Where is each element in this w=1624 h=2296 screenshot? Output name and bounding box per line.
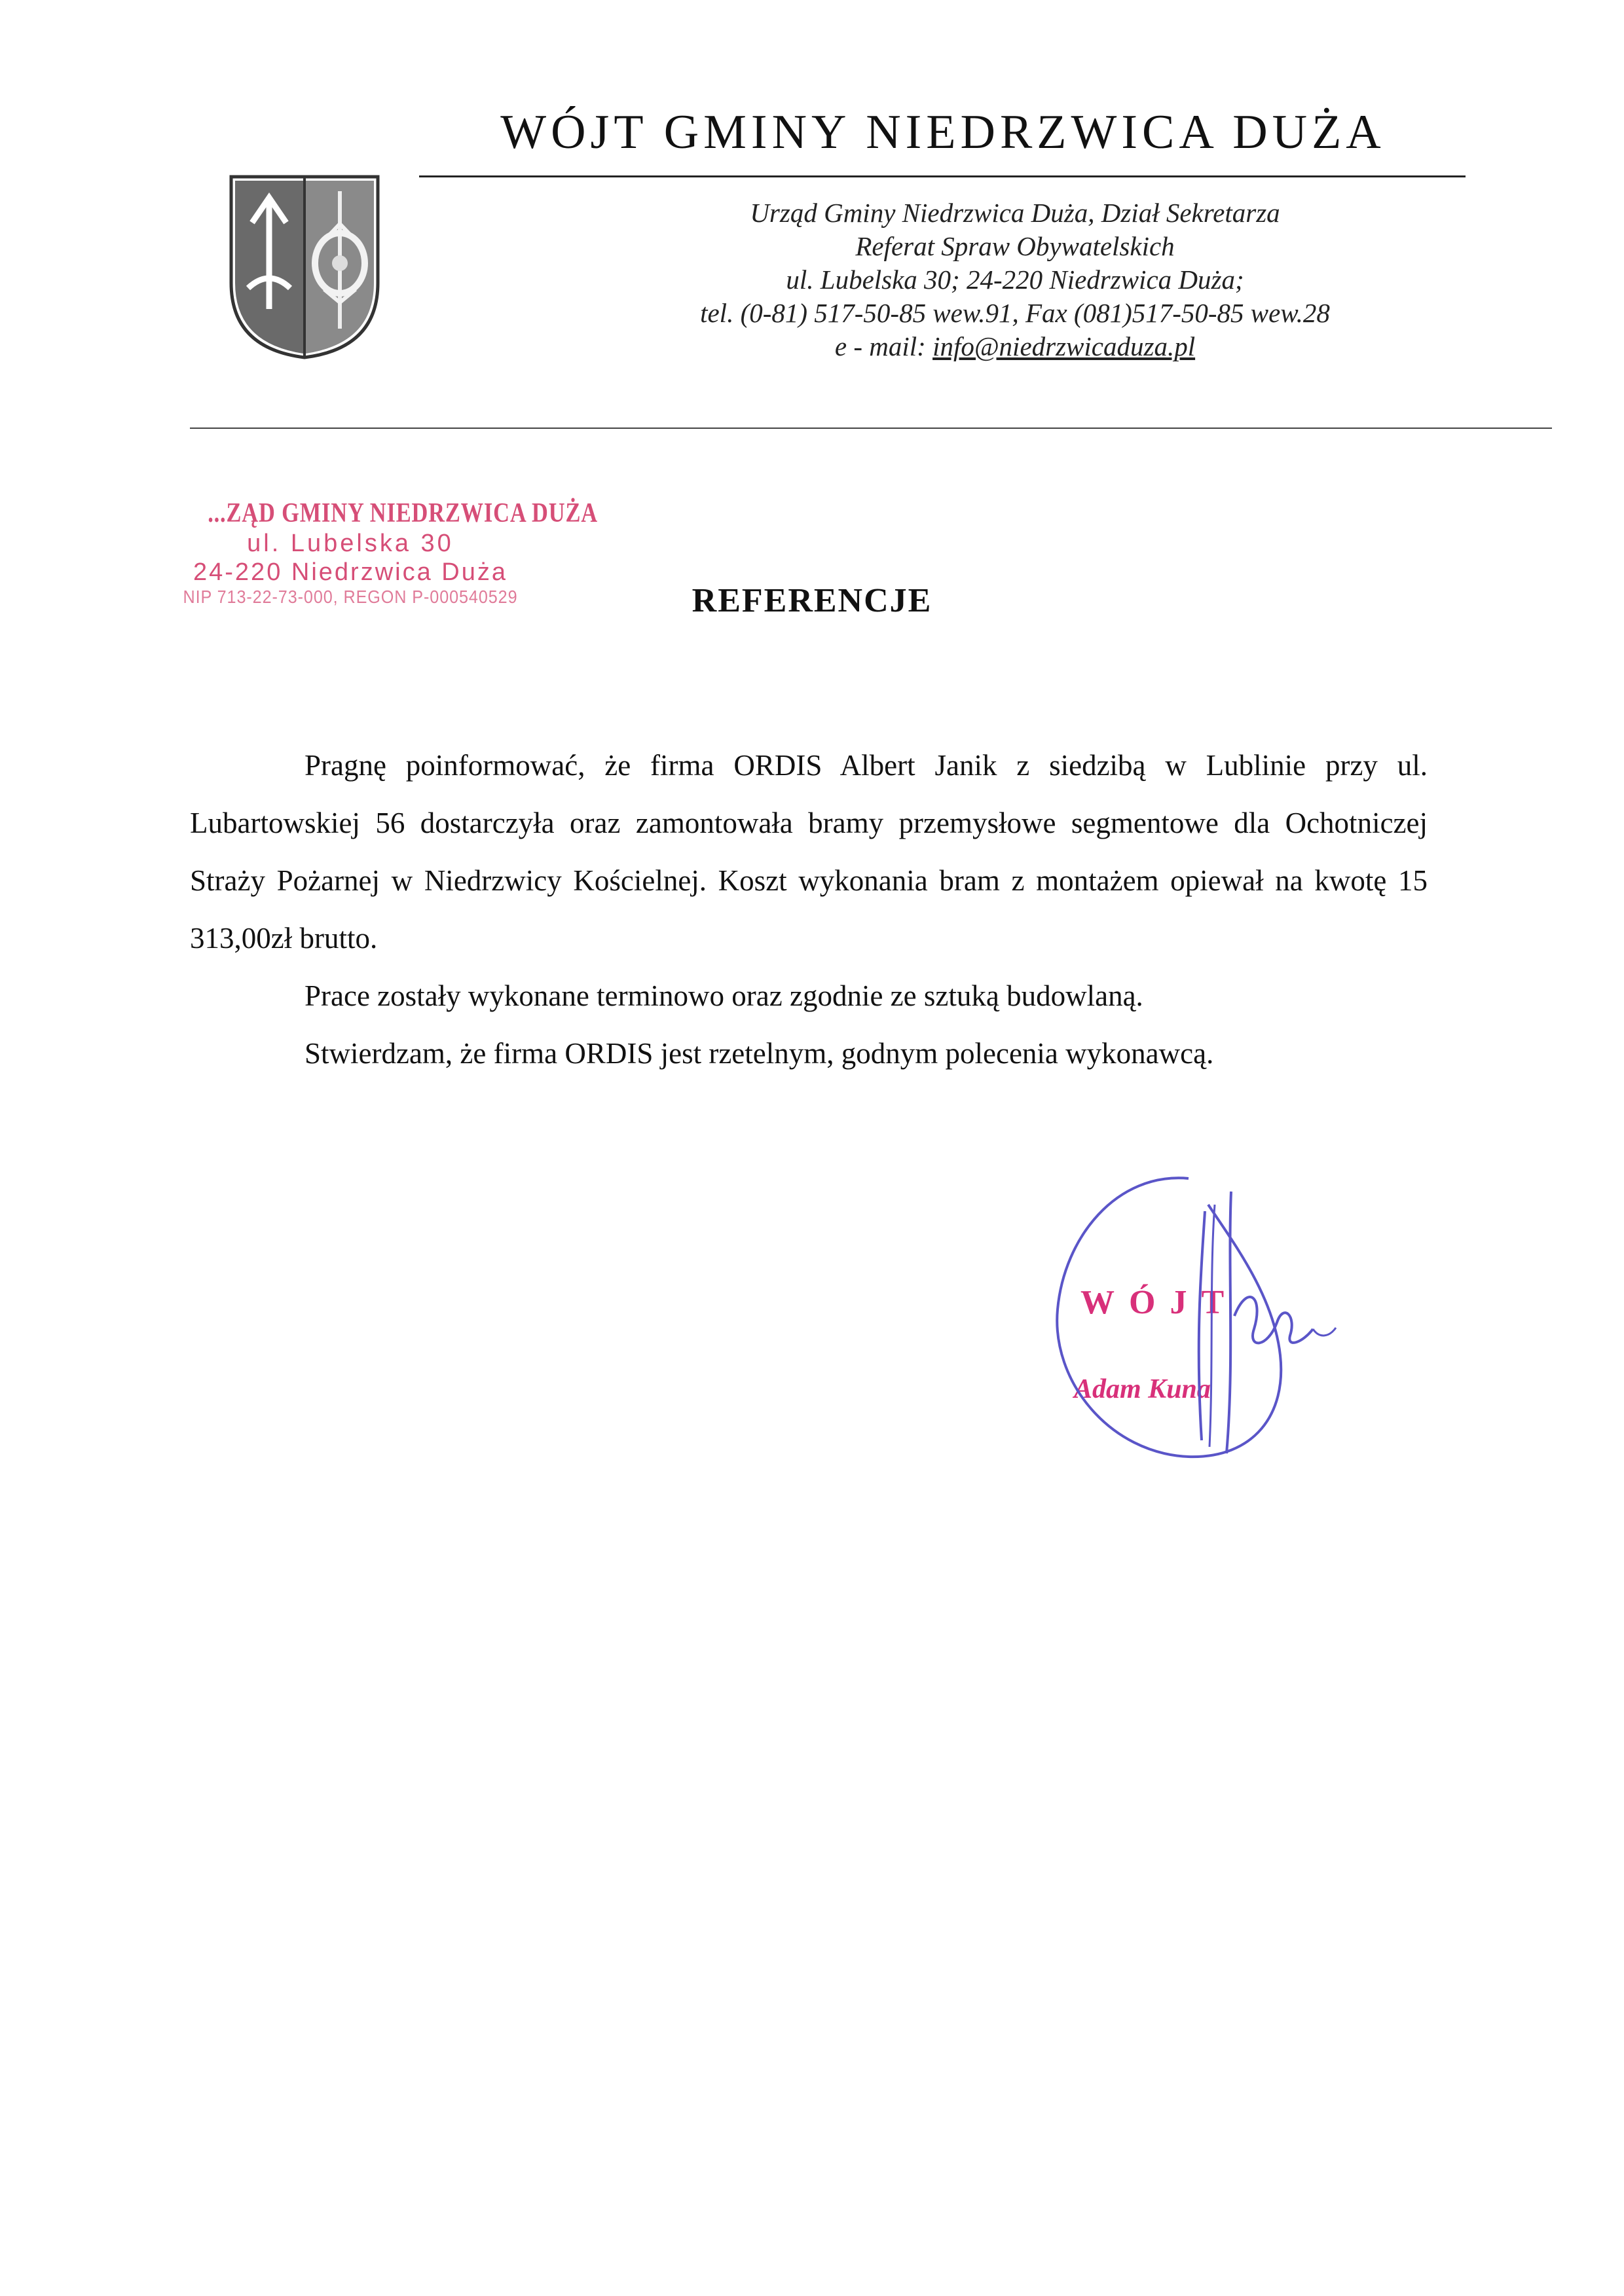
signature-stamp-title: WÓJT: [1080, 1284, 1239, 1321]
body-paragraph: Pragnę poinformować, że firma ORDIS Albert Janik z siedzibą w Lublinie przy ul. Lubartowskiej 56 dostarczyła oraz zamontowała bramy przemysłowe segmentowe dla Ochotniczej Straży Pożarnej w Niedrzwicy Kościelnej. Koszt wykonania bram z montażem opiewał na kwotę 15 313,00zł brutto.: [190, 749, 1428, 955]
letter-body: [190, 737, 1428, 1082]
coat-of-arms-icon: [226, 172, 383, 361]
email-line: [576, 330, 1454, 363]
stamp-line-office: ...ZĄD GMINY NIEDRZWICA DUŻA: [208, 498, 598, 528]
address-line: Urząd Gminy Niedrzwica Duża, Dział Sekretarza: [750, 198, 1280, 228]
body-paragraph: Stwierdzam, że firma ORDIS jest rzetelnym, godnym polecenia wykonawcą.: [304, 1037, 1214, 1070]
email-label: e - mail:: [834, 331, 933, 361]
page-title: WÓJT GMINY NIEDRZWICA DUŻA: [500, 105, 1386, 159]
signature-stamp-name: Adam Kuna: [1074, 1374, 1211, 1404]
header-divider: [419, 175, 1466, 177]
body-paragraph: Prace zostały wykonane terminowo oraz zgodnie ze sztuką budowlaną.: [304, 979, 1143, 1012]
stamp-line-city: 24-220 Niedrzwica Duża: [193, 558, 507, 586]
document-heading: REFERENCJE: [692, 582, 932, 619]
address-line: ul. Lubelska 30; 24-220 Niedrzwica Duża;: [786, 264, 1244, 295]
address-line: tel. (0-81) 517-50-85 wew.91, Fax (081)517-50-85 wew.28: [700, 298, 1330, 328]
stamp-line-street: ul. Lubelska 30: [247, 530, 454, 557]
stamp-line-nip: NIP 713-22-73-000, REGON P-000540529: [183, 587, 518, 607]
office-address-block: [576, 196, 1454, 363]
email-link[interactable]: info@niedrzwicaduza.pl: [932, 331, 1196, 361]
section-divider: [190, 428, 1552, 429]
handwritten-signature-icon: [1038, 1165, 1378, 1480]
address-line: Referat Spraw Obywatelskich: [855, 231, 1175, 261]
